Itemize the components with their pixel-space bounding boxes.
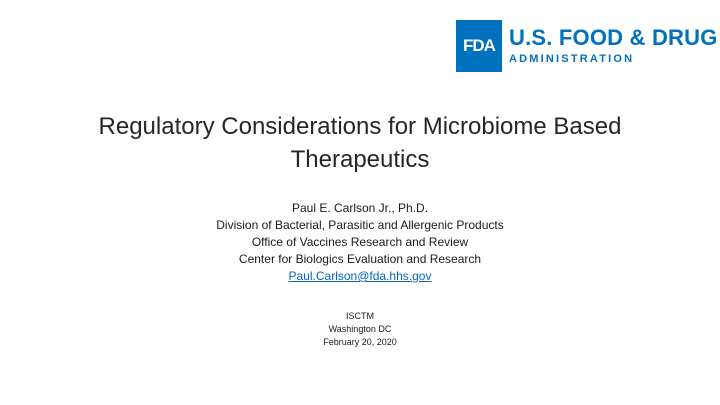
fda-logo-line2: ADMINISTRATION (509, 53, 635, 65)
slide-title (40, 110, 680, 176)
event-block (40, 310, 680, 349)
author-email-link[interactable]: Paul.Carlson@fda.hhs.gov (288, 269, 432, 283)
event-date: February 20, 2020 (323, 337, 397, 347)
author-name: Paul E. Carlson Jr., Ph.D. (291, 201, 429, 215)
author-center: Center for Biologics Evaluation and Research (238, 252, 482, 266)
event-name: ISCTM (346, 311, 374, 321)
slide-title-line2: Therapeutics (290, 146, 430, 173)
fda-logo-mark: FDA (456, 20, 502, 72)
event-location: Washington DC (328, 324, 392, 334)
fda-logo-line1: U.S. FOOD & DRUG (509, 25, 718, 50)
fda-logo (456, 20, 718, 72)
author-office: Office of Vaccines Research and Review (251, 235, 469, 249)
author-division: Division of Bacterial, Parasitic and Allergenic Products (216, 218, 504, 232)
author-block (40, 200, 680, 285)
slide-title-line1: Regulatory Considerations for Microbiome Based (98, 113, 622, 140)
fda-logo-wordmark (509, 27, 718, 65)
